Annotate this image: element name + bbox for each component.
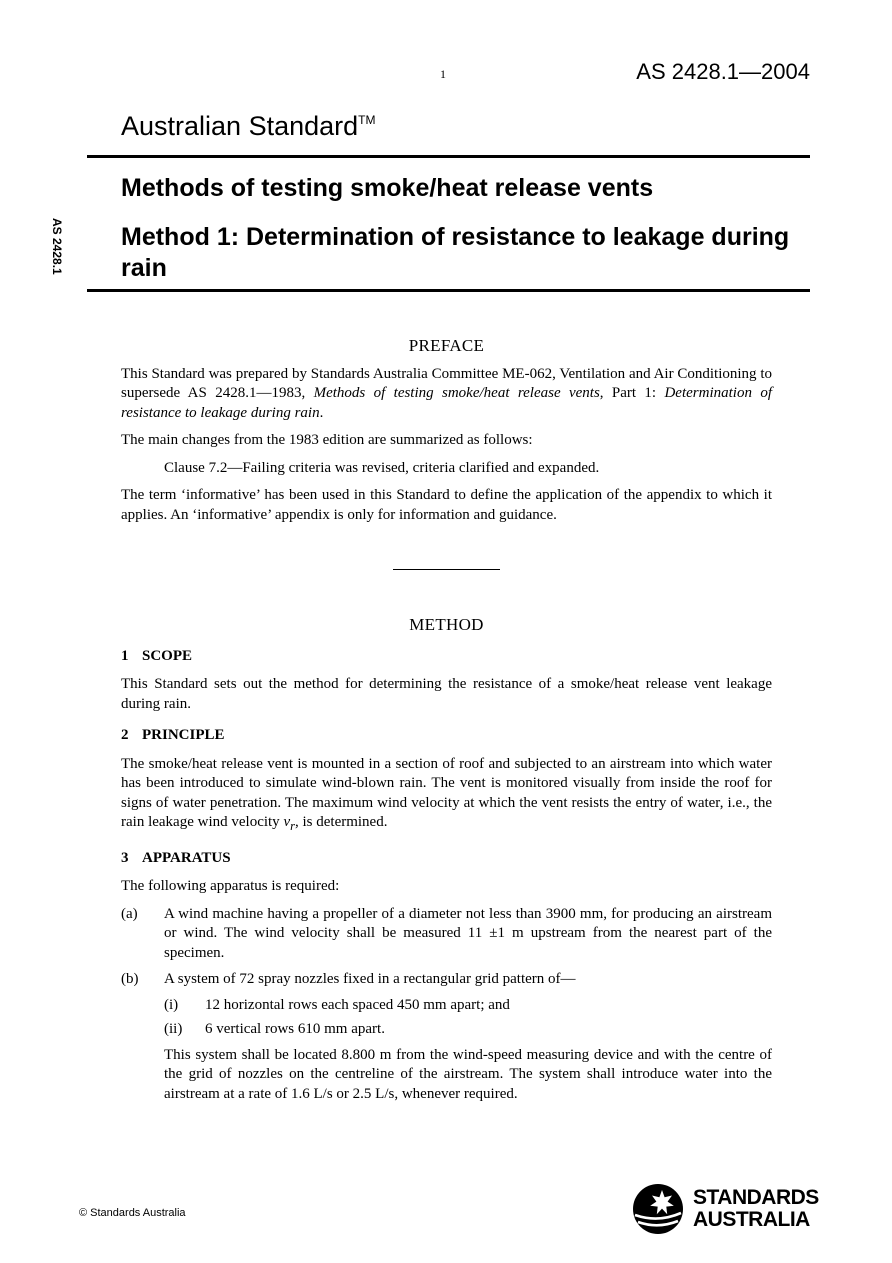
list-label: (b) [121,971,139,987]
apparatus-b-detail: This system shall be located 8.800 m from the wind-speed measuring device and with the centre of the grid of nozzles on the centreline of the airstream. The system shall introduce water into the airstream at a rate of 1.6 L/s or 2.5 L/s, whenever required. [164,1046,772,1102]
brand-heading [121,111,375,142]
sub-list-text: 12 horizontal rows each spaced 450 mm apart; and [205,996,510,1013]
sub-list-text: 6 vertical rows 610 mm apart. [205,1021,385,1037]
sub-list-label: (ii) [164,1021,183,1037]
document-subtitle: Method 1: Determination of resistance to leakage during rain [121,223,790,282]
logo-text-line2: AUSTRALIA [693,1208,810,1231]
principle-text [121,755,772,837]
principle-text-main: The smoke/heat release vent is mounted in a section of roof and subjected to an airstream into which water has been introduced to simulate wind-blown rain. The vent is monitored visually from inside the roof for signs of water penetration. The maximum wind velocity at which the vent resists the entry of water, i.e., the rain leakage wind velocity [121,755,772,830]
list-item-a [121,905,772,964]
brand-text: Australian Standard [121,111,359,141]
document-title: Methods of testing smoke/heat release vents [121,174,654,202]
sub-list-label: (i) [164,996,179,1013]
principle-text-end: , is determined. [294,814,388,830]
preface-heading: PREFACE [408,336,485,355]
velocity-symbol: v [283,814,291,830]
section-heading-principle [121,726,772,746]
sub-list-item-i [164,996,772,1016]
standard-code: AS 2428.1—2004 [636,59,810,84]
list-label: (a) [121,905,138,922]
list-item-b [121,970,772,1104]
apparatus-intro: The following apparatus is required: [121,878,340,894]
list-text: A wind machine having a propeller of a diameter not less than 3900 mm, for producing an airstream or wind. The wind velocity shall be measured 11 ±1 m upstream from the nearest part of the specimen. [164,905,772,961]
list-text-b [164,970,772,1104]
preface-paragraph-2: The main changes from the 1983 edition are summarized as follows: [121,432,533,448]
preface-p1-part: , Part 1: [599,385,665,401]
sub-list-item-ii [164,1020,772,1040]
page-number: 1 [440,67,446,81]
section-number: 1 [121,647,129,664]
section-title: SCOPE [142,647,193,664]
preface-p1-text: This Standard was prepared by Standards Australia Committee ME-062, Ventilation and Air Conditioning to supersede AS 2428.1—1983, [121,365,772,401]
preface-paragraph-1 [121,365,772,424]
copyright-notice: © Standards Australia [79,1207,186,1219]
section-heading-scope [121,647,772,667]
star-globe-icon [632,1183,684,1235]
section-title: PRINCIPLE [142,727,225,743]
top-rule [87,155,810,158]
method-heading: METHOD [409,615,484,634]
bottom-rule [87,289,810,292]
scope-text: This Standard sets out the method for determining the resistance of a smoke/heat release vent leakage during rain. [121,676,772,712]
section-title: APPARATUS [142,849,231,866]
preface-p1-part-title-italic: Determination of resistance to leakage during rain [121,385,772,421]
spine-label: AS 2428.1 [50,218,64,275]
trademark-mark: TM [358,113,376,127]
preface-p1-title-italic: Methods of testing smoke/heat release vents [313,385,600,401]
section-heading-apparatus [121,849,772,869]
preface-change-item: Clause 7.2—Failing criteria was revised, criteria clarified and expanded. [164,459,600,476]
preface-p1-end: . [319,404,324,421]
velocity-subscript: r [290,819,295,833]
section-divider [393,569,500,570]
logo-text-line1: STANDARDS [693,1186,819,1209]
document-body [121,336,772,1111]
standards-australia-logo [632,1183,822,1235]
preface-paragraph-informative: The term ‘informative’ has been used in this Standard to define the application of the appendix to which it applies. An ‘informative’ appendix is only for information and guidance. [121,487,772,523]
list-text: A system of 72 spray nozzles fixed in a rectangular grid pattern of— [164,971,576,987]
section-number: 3 [121,849,129,866]
section-number: 2 [121,727,129,743]
